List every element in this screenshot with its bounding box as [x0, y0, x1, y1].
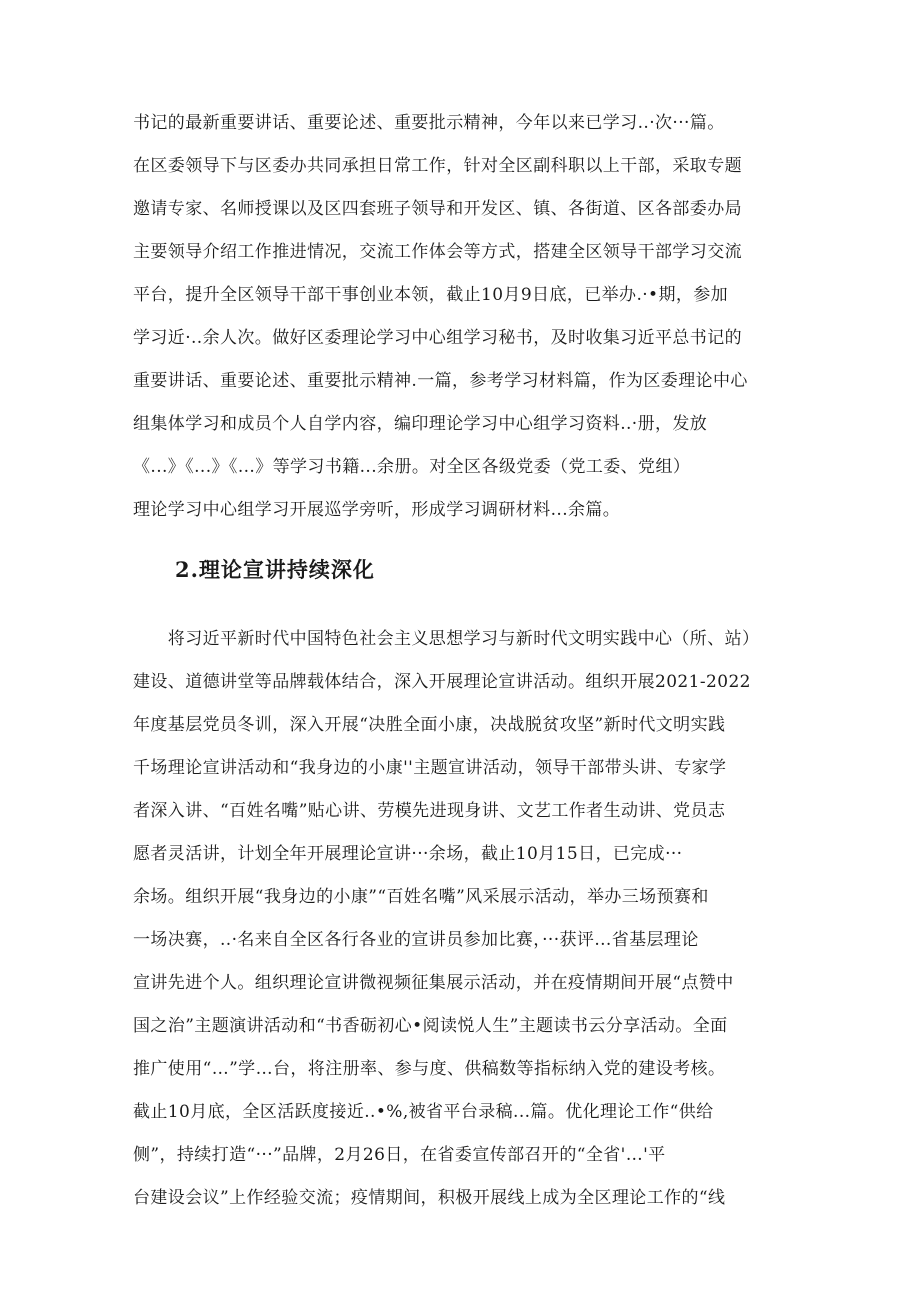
text-line: 《...》《...》《...》等学习书籍...余册。对全区各级党委（党工委、党组）	[133, 457, 691, 477]
text-line: 年度基层党员冬训，深入开展“决胜全面小康，决战脱贫攻坚”新时代文明实践	[133, 715, 726, 735]
text-line: 平台，提升全区领导干部干事创业本领，截止10月9日底，已举办.·•期，参加	[133, 285, 729, 305]
text-line: 者深入讲、“百姓名嘴”贴心讲、劳模先进现身讲、文艺工作者生动讲、党员志	[133, 801, 726, 821]
text-line: 学习近·..余人次。做好区委理论学习中心组学习秘书，及时收集习近平总书记的	[133, 328, 743, 348]
text-line: 重要讲话、重要论述、重要批示精神.一篇，参考学习材料篇，作为区委理论中心	[133, 371, 748, 391]
text-line: 一场决赛，..·名来自全区各行各业的宣讲员参加比赛，···获评...省基层理论	[133, 930, 699, 950]
text-line: 台建设会议”上作经验交流；疫情期间，积极开展线上成为全区理论工作的“线	[133, 1188, 726, 1208]
text-line: 理论学习中心组学习开展巡学旁听，形成学习调研材料...余篇。	[133, 500, 621, 520]
paragraph-theory-lectures	[133, 618, 793, 1220]
text-line: 千场理论宣讲活动和“我身边的小康''主题宣讲活动，领导干部带头讲、专家学	[133, 758, 727, 778]
text-line: 书记的最新重要讲话、重要论述、重要批示精神，今年以来已学习..·次···篇。	[133, 113, 725, 133]
paragraph-study-summary	[133, 102, 793, 532]
text-line: 将习近平新时代中国特色社会主义思想学习与新时代文明实践中心（所、站）	[133, 629, 760, 649]
text-line: 建设、道德讲堂等品牌载体结合，深入开展理论宣讲活动。组织开展2021-2022	[133, 672, 751, 692]
section-heading: 2.理论宣讲持续深化	[175, 557, 375, 582]
text-line: 侧”，持续打造“···”品牌，2月26日，在省委宣传部召开的“全省'…'平	[133, 1145, 666, 1165]
text-line: 宣讲先进个人。组织理论宣讲微视频征集展示活动，并在疫情期间开展“点赞中	[133, 973, 734, 993]
text-line: 推广使用“…”学…台，将注册率、参与度、供稿数等指标纳入党的建设考核。	[133, 1059, 726, 1079]
text-line: 余场。组织开展“我身边的小康”“百姓名嘴”风采展示活动，举办三场预赛和	[133, 887, 709, 907]
text-line: 愿者灵活讲，计划全年开展理论宣讲···余场，截止10月15日，已完成···	[133, 844, 683, 864]
text-line: 国之治”主题演讲活动和“书香砺初心•阅读悦人生”主题读书云分享活动。全面	[133, 1016, 728, 1036]
text-line: 邀请专家、名师授课以及区四套班子领导和开发区、镇、各街道、区各部委办局	[133, 199, 742, 219]
text-line: 在区委领导下与区委办共同承担日常工作，针对全区副科职以上干部，采取专题	[133, 156, 742, 176]
text-line: 组集体学习和成员个人自学内容，编印理论学习中心组学习资料..·册，发放	[133, 414, 708, 434]
text-line: 主要领导介绍工作推进情况，交流工作体会等方式，搭建全区领导干部学习交流	[133, 242, 742, 262]
text-line: 截止10月底，全区活跃度接近..•%,被省平台录稿...篇。优化理论工作“供给	[133, 1102, 714, 1122]
